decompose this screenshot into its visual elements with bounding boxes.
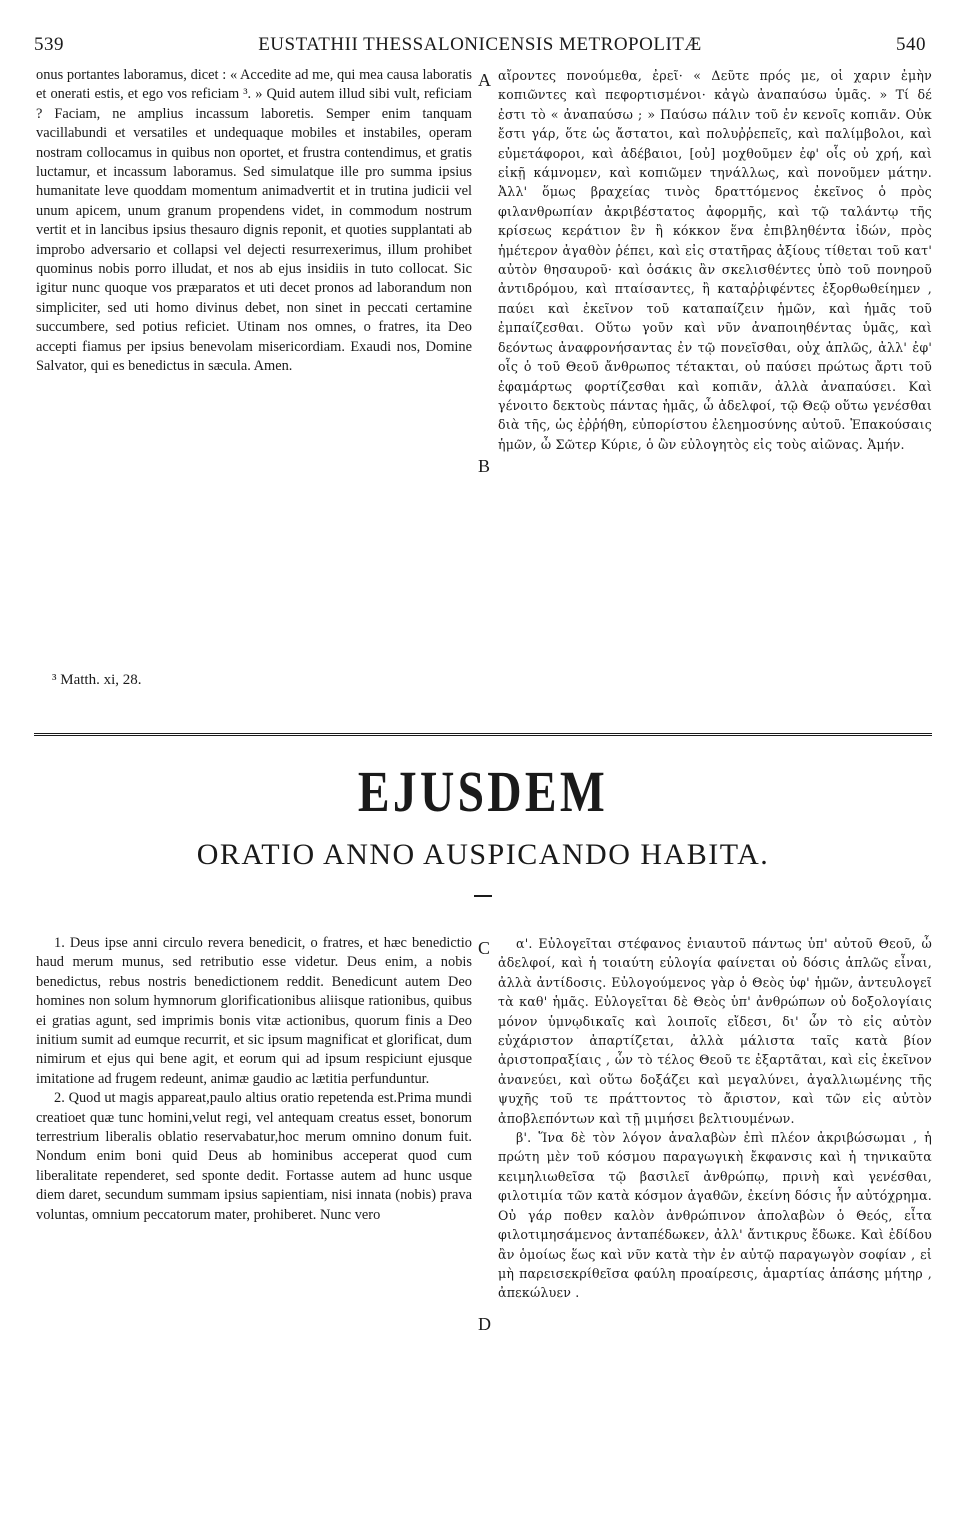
section-title: EJUSDEM	[357, 759, 609, 824]
separator-rule	[34, 733, 932, 736]
latin-paragraph-1: 1. Deus ipse anni circulo revera benedicit, o fratres, et hæc benedictio haud merum munus, sed retributio esse videtur. Deus enim, a nobis benedictus, rebus nostris benedictionem reddit. Benedicunt autem Deo homines non solum hymnorum glorificationibus aliisque rationibus, quibus ei gratias agunt, sed imprimis bonis vitæ actionibus, quorum finis a Deo initium sumit ad eumque recurrit, et sic ipsum magnificat et glorificat, dum nimirum et ejus qui bene agit, et eorum qui ad ipsum respiciunt ejusque imitatione ad frugem redeunt, animæ gaudio ac lætitia perfunduntur.	[36, 935, 472, 1087]
greek-paragraph: αἴροντες πονούμεθα, ἐρεῖ· « Δεῦτε πρός με, οἱ χαριν ἐμὴν κοπιῶντες καὶ πεφορτισμένοι· κἀγὼ ἀναπαύσω ὑμᾶς. » Τί δέ ἐστι τὸ « ἀναπαύσω ; » Παύσω πάλιν τοῦ ἐν κενοῖς κοπιᾶν. Οὐκ ἔστι γάρ, ὅτε ὡς ἄστατοι, καὶ πολυῤῥεπεῖς, καὶ παλίμβολοι, καὶ εὐμετάφοροι, καὶ ἀδέβαιοι, [οὐ] μοχθοῦμεν ἐφ' οἷς οὐ χρή, καὶ εἰκῇ κάμνομεν, καὶ κοπιῶμεν τηνάλλως, καὶ πονοῦμεν μάτην. Ἀλλ' ὅμως βραχείας τινὸς δραττόμενος ἐκεῖνος ὁ πρὸς φιλανθρωπίαν ἀκριβέστατος ἀφορμῆς, καὶ τῷ ταλάντῳ τῆς κρίσεως κεράτιον ἓν ἢ κόκκον ἕνα ἐπιβληθέντα ἰδών, πρὸς ἡμέτερον ἀγαθὸν ῥέπει, καὶ εἰς στατῆρας ἀξίους τίθεται τοῦ κατ' αὐτὸν θησαυροῦ· καὶ ὁσάκις ἂν σκελισθέντες ὑπὸ τοῦ πονηροῦ ἀντιδρόμου, καὶ πταίσαντες, ἢ καταῤῥιφέντες ἐξορθωθείημεν , παύει καὶ ἐκεῖνον τοῦ καταπαίζειν ἡμῶν, καὶ ἡμᾶς τοῦ ἐμπαίζεσθαι. Οὕτω γοῦν καὶ νῦν ἀναποιηθέντας ὑμᾶς, καὶ δεόντως ἀναφρονήσαντας ἐν τῷ πονεῖσθαι, οὐχ ἁπλῶς, ἀλλ' ἐφ' οἷς ὁ τοῦ Θεοῦ ἄνθρωπος τέτακται, οὐ παύσει πρώτως ἄρτι τοῦ ἐφαμάρτως φορτίζεσθαι καὶ κοπιᾶν, ἀλλὰ ἀναπαύσει. Καὶ γένοιτο δεκτοὺς πάντας ἡμᾶς, ὦ ἀδελφοί, τῷ Θεῷ οὕτω γενέσθαι διὰ τῆς, ὡς ἐῤῥήθη, εὐπορίστου ἐλεημοσύνης αὐτοῦ. Ἐπακούσαις ἡμῶν, ὦ Σῶτερ Κύριε, ὁ ὢν εὐλογητὸς εἰς τοὺς αἰῶνας. Ἀμήν.	[498, 68, 932, 452]
section-marker-b: B	[478, 456, 491, 476]
latin-column-top	[36, 66, 472, 638]
section-subtitle: ORATIO ANNO AUSPICANDO HABITA.	[196, 838, 770, 871]
page-number-right: 540	[896, 34, 926, 55]
latin-paragraph: onus portantes laboramus, dicet : « Accedite ad me, qui mea causa laboratis et onerati estis, et ego vos reficiam ³. » Quid autem illud sibi vult, reficiam ? Faciam, ne amplius incassum laboretis. Semper enim tanquam vacillabundi et versatiles et undequaque mobiles et instabiles, operam nostram collocamus in quibus non oportet, et frustra contendimus, et gratis luctamur, et incassum laboramus. Sed simulatque ille pro summa ipsius humanitate leve quoddam momentum animadvertit et in trutina judicii vel unum apicem, unum granum propendens videt, in commodum nostrum vertit et in lancibus ipsius thesauro dignis reponit, et quoties supplantati ab improbo adversario et collapsi vel dejecti resurrexerimus, illum prohibet quominus nobis porro illudat, et nos ab ejus insidiis in tuto collocat. Sic igitur nunc quoque vos præparatos et uti decet pronos ad laborandum non simpliciter, sed uti homo divinus debet, non sinet in peccati certamine succumbere, sed potius reficiet. Utinam nos omnes, o fratres, ita Deo accepti fiamus per ipsius benevolam misericordiam. Exaudi nos, Domine Salvator, qui es benedictus in sæcula. Amen.	[36, 67, 472, 375]
greek-column-top	[498, 66, 932, 666]
section-marker-a: A	[478, 70, 491, 90]
section-marker-d: D	[478, 1314, 491, 1334]
latin-column-bottom	[36, 934, 472, 1494]
page-number-left: 539	[34, 34, 64, 55]
footnote: ³ Matth. xi, 28.	[52, 672, 142, 688]
title-dash	[474, 895, 492, 897]
section-marker-c: C	[478, 938, 491, 958]
running-title: EUSTATHII THESSALONICENSIS METROPOLITÆ	[258, 34, 702, 55]
running-head	[34, 34, 926, 60]
latin-paragraph-2: 2. Quod ut magis appareat,paulo altius oratio repetenda est.Prima mundi creatioet quæ tunc homini,velut regi, vel antequam creatus esset, bonorum terrestrium liberalis oblatio reservabatur,hoc merum omnino donum fuit. Nondum enim boni quid Deus ab hominibus acceperat quod cum liberalitate rependeret, sed sponte dedit. Fortasse autem ad hunc usque diem daret, secundum summam ipsius sapientiam, nisi innata (nobis) prava voluntas, omnium peccatorum mater, prohiberet. Nunc vero	[36, 1090, 472, 1223]
greek-column-bottom	[498, 934, 932, 1534]
greek-paragraph-1: α'. Εὐλογεῖται στέφανος ἐνιαυτοῦ πάντως ὑπ' αὐτοῦ Θεοῦ, ὦ ἀδελφοί, καὶ ἡ τοιαύτη εὐλογία φαίνεται οὐ δόσις ἁπλῶς εἶναι, ἀλλὰ ἀντίδοσις. Εὐλογούμενος γὰρ ὁ Θεὸς ὑφ' ἡμῶν, ἀντευλογεῖ τὰ καθ' ἡμᾶς. Εὐλογεῖται δὲ Θεὸς ὑπ' ἀνθρώπων οὐ δοξολογίαις μόνον ὑμνῳδικαῖς καὶ λοιποῖς εἴδεσι, δι' ὧν τὸ εἰς αὐτὸν εὐχάριστον ἀπαρτίζεται, ἀλλὰ μάλιστα ταῖς κατὰ βίον ἀριστοπραξίαις , ὧν τὸ τέλος Θεοῦ τε ἐξαρτᾶται, καὶ εἰς ἐκεῖνον ἀνανεύει, καὶ οὕτω δοξάζει καὶ μεγαλύνει, ἀγαλλιωμένης τῆς ψυχῆς τοῦ τε πράττοντος τὸ ἄριστον, καὶ τῶν εἰς αὐτὸν ἀποβλεπόντων καὶ τῇ μιμήσει βελτιουμένων.	[498, 936, 932, 1126]
greek-paragraph-2: β'. Ἵνα δὲ τὸν λόγον ἀναλαβὼν ἐπὶ πλέον ἀκριβώσωμαι , ἡ πρώτη μὲν τοῦ κόσμου παραγωγικὴ ἔκφανσις καὶ ἡ τηνικαῦτα κειμηλιωθεῖσα τῷ βασιλεῖ ἀνθρώπῳ, πρινὴ καὶ γενέσθαι, φιλοτιμία τῶν κατὰ κόσμον ἀγαθῶν, ἐκείνη δόσις ἦν αὐτόχρημα. Οὐ γάρ ποθεν καλὸν ἀνθρώπινον ἀπολαβὼν ὁ Θεός, εἶτα φιλοτιμησάμενος ἀνταπέδωκεν, ἀλλ' ἄντικρυς ἔδωκε. Καὶ ἐδίδου ἂν ὁμοίως ἕως καὶ νῦν κατὰ τὴν ἐν αὐτῷ παραγωγὸν σοφίαν , εἰ μὴ παρεισεκρίθεῖσα φαύλη προαίρεσις, ἁμαρτίας ἁπάσης μήτηρ , ἀπεκώλυεν .	[498, 1130, 932, 1301]
